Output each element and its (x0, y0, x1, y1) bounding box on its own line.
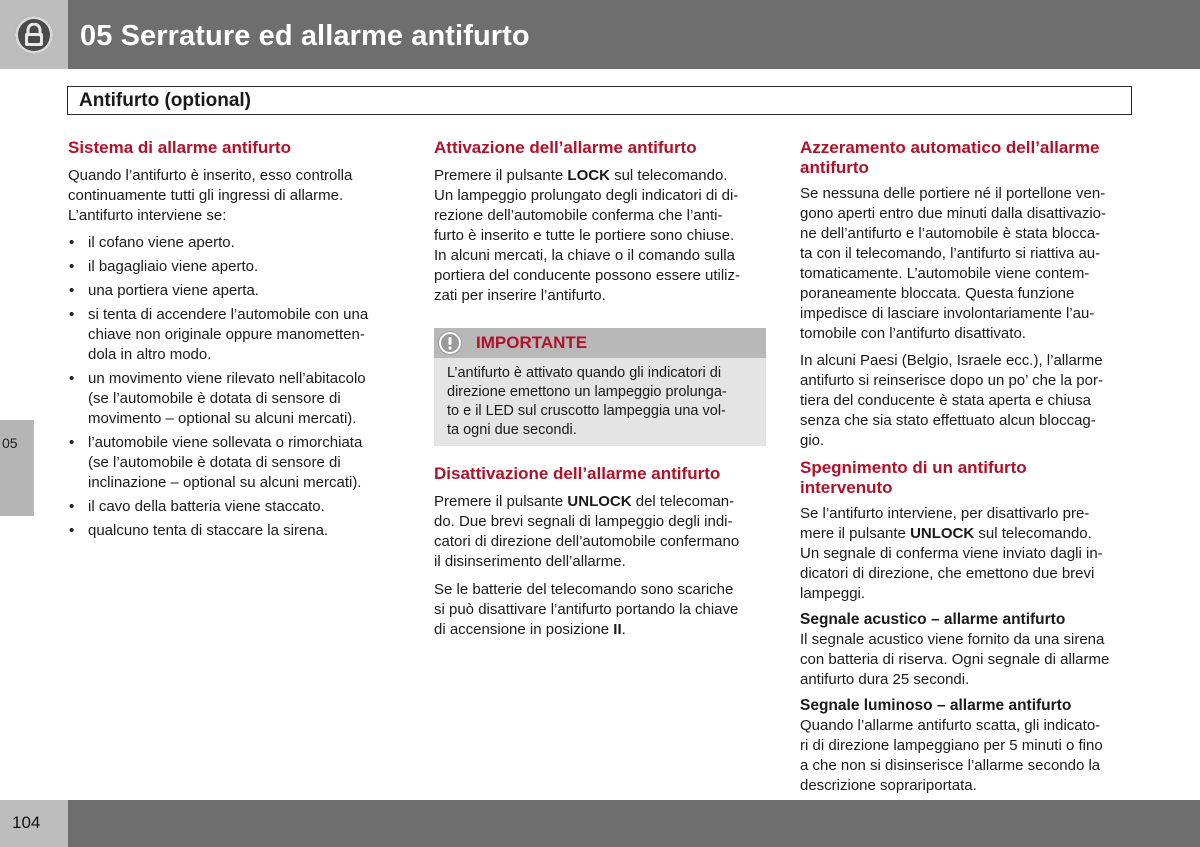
column-2 (434, 138, 766, 647)
unlock-key-label: UNLOCK (567, 493, 632, 510)
section-title: Antifurto (optional) (79, 90, 252, 111)
switch-off-paragraph: Se l’antifurto interviene, per disattivarlo pre- mere il pulsante UNLOCK sul telecomando. Un segnale di conferma viene inviato dagli in- dicatori di direzione, che emettono due brevi lampeggi. (800, 505, 1103, 602)
heading-activation: Attivazione dell’allarme antifurto (434, 138, 697, 157)
list-item: • qualcuno tenta di staccare la sirena. (68, 521, 398, 541)
heading-auto-reset: Azzeramento automatico dell’allarme antifurto (800, 138, 1100, 177)
important-title: IMPORTANTE (476, 333, 588, 352)
light-paragraph: Quando l’allarme antifurto scatta, gli indicato- ri di direzione lampeggiano per 5 minuti o fino a che non si disinserisce l’allarme secondo la descrizione soprariportata. (800, 717, 1103, 794)
countries-paragraph: In alcuni Paesi (Belgio, Israele ecc.), l’allarme antifurto si reinserisce dopo un po’ che la por- tiera del conducente è stata aperta e chiusa senza che sia stato effettuato alcun bloccag- gio. (800, 352, 1103, 449)
heading-alarm-system: Sistema di allarme antifurto (68, 138, 291, 157)
list-item: • il cofano viene aperto. (68, 233, 398, 253)
chapter-side-tab (0, 420, 34, 516)
lock-icon (15, 16, 53, 54)
page-number: 104 (12, 813, 41, 832)
acoustic-paragraph: Il segnale acustico viene fornito da una sirena con batteria di riserva. Ogni segnale di allarme antifurto dura 25 secondi. (800, 631, 1110, 688)
column-3 (800, 138, 1132, 803)
important-body: L’antifurto è attivato quando gli indicatori di direzione emettono un lampeggio prolunga- to e il LED sul cruscotto lampeggia una vol- ta ogni due secondi. (447, 365, 727, 438)
heading-switch-off: Spegnimento di un antifurto intervenuto (800, 458, 1027, 497)
important-header (434, 328, 766, 358)
list-item: • una portiera viene aperta. (68, 281, 398, 301)
text-line: L’antifurto interviene se: (68, 207, 227, 224)
trigger-list (68, 233, 398, 541)
list-item: • un movimento viene rilevato nell’abitacolo (se l’automobile è dotata di sensore di movimento – optional su alcuni mercati). (68, 369, 398, 429)
auto-reset-paragraph: Se nessuna delle portiere né il portellone ven- gono aperti entro due minuti dalla disattivazio- ne dell’antifurto e l’automobile è stata blocca- ta con il telecomando, l’antifurto si riattiva au- tomaticamente. L’automobile viene contem- poraneamente bloccata. Questa funzione impedisce di lasciare involontariamente l’au- tomobile con l’antifurto disattivato. (800, 185, 1107, 342)
column-1 (68, 138, 398, 545)
section-title-box (67, 86, 1132, 115)
battery-paragraph: Se le batterie del telecomando sono scariche si può disattivare l’antifurto portando la chiave di accensione in posizione II. (434, 581, 739, 638)
subheading-acoustic-signal: Segnale acustico – allarme antifurto (800, 611, 1066, 628)
page-header (0, 0, 1200, 69)
subheading-light-signal: Segnale luminoso – allarme antifurto (800, 697, 1072, 714)
list-item: • il cavo della batteria viene staccato. (68, 497, 398, 517)
list-item: • l’automobile viene sollevata o rimorchiata (se l’automobile è dotata di sensore di inclinazione – optional su alcuni mercati). (68, 433, 398, 493)
list-item: • si tenta di accendere l’automobile con una chiave non originale oppure manometten- dola in altro modo. (68, 305, 398, 365)
unlock-key-label: UNLOCK (910, 525, 975, 542)
chapter-tab-number: 05 (2, 435, 18, 451)
text-line: continuamente tutti gli ingressi di allarme. (68, 187, 344, 204)
deactivation-paragraph: Premere il pulsante UNLOCK del telecoman- do. Due brevi segnali di lampeggio degli indi- catori di direzione dell’automobile confermano il disinserimento dell’allarme. (434, 493, 740, 570)
ignition-position-label: II (613, 621, 622, 638)
heading-deactivation: Disattivazione dell’allarme antifurto (434, 464, 721, 483)
chapter-icon-box (0, 0, 68, 69)
activation-paragraph: Premere il pulsante LOCK sul telecomando. Un lampeggio prolungato degli indicatori di di- rezione dell’automobile conferma che l’anti- furto è inserito e tutte le portiere sono chiuse. In alcuni mercati, la chiave o il comando sulla portiera del conducente possono essere utiliz- zati per inserire l’antifurto. (434, 167, 741, 304)
important-notice (434, 328, 766, 446)
lock-key-label: LOCK (567, 167, 610, 184)
page-number-box (0, 800, 68, 847)
chapter-title: 05 Serrature ed allarme antifurto (80, 20, 530, 52)
page-footer (0, 800, 1200, 847)
text-line: Quando l’antifurto è inserito, esso controlla (68, 167, 353, 184)
warning-exclamation-icon (438, 331, 462, 355)
list-item: • il bagagliaio viene aperto. (68, 257, 398, 277)
intro-paragraph (68, 166, 398, 226)
